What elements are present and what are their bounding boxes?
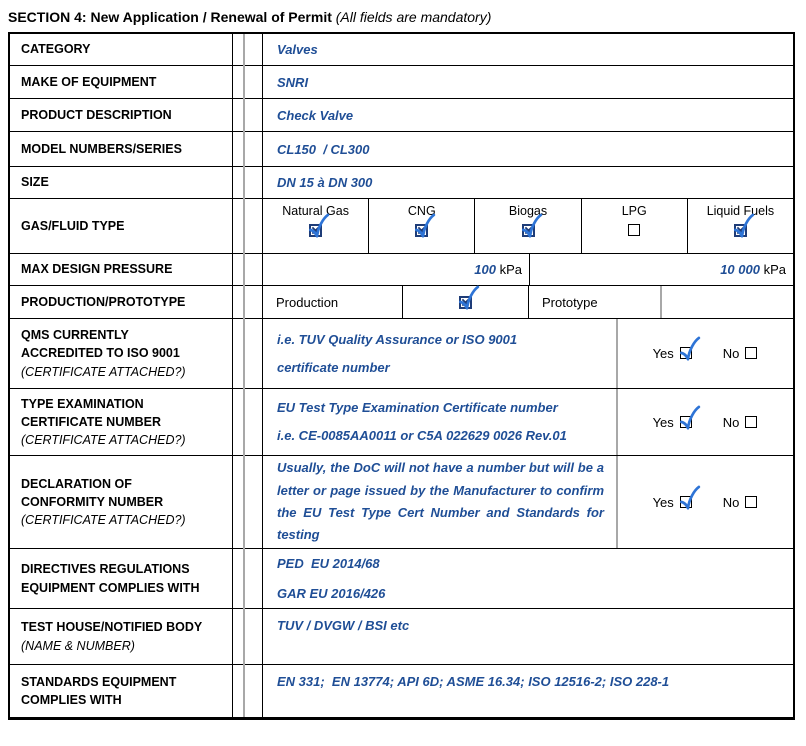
conformity-label-note: (CERTIFICATE ATTACHED?)	[21, 513, 186, 528]
qms-value-line1: i.e. TUV Quality Assurance or ISO 9001	[277, 331, 518, 347]
row-directives	[10, 549, 793, 609]
spacer-cell	[233, 389, 263, 455]
size-label-cell	[10, 167, 233, 198]
row-type-examination	[10, 389, 793, 456]
row-model	[10, 132, 793, 167]
type-exam-value-line2: i.e. CE-0085AA0011 or C5A 022629 0026 Rev.01	[277, 428, 567, 443]
row-size	[10, 167, 793, 199]
qms-value-line2: certificate number	[277, 359, 390, 375]
option-cng	[369, 199, 475, 253]
size-value: DN 15 à DN 300	[277, 175, 373, 190]
row-make	[10, 66, 793, 99]
prototype-option-label: Prototype	[529, 286, 662, 318]
spacer-cell	[233, 549, 263, 608]
make-label-cell	[10, 66, 233, 98]
type-exam-yes-checkbox[interactable]	[680, 416, 693, 429]
checkbox-lpg[interactable]	[628, 224, 641, 237]
min-pressure-cell[interactable]	[263, 254, 530, 285]
conformity-no-label: No	[722, 494, 740, 510]
row-product	[10, 99, 793, 132]
qms-no-label: No	[722, 346, 740, 361]
section-title-text: SECTION 4: New Application / Renewal of Permit	[8, 9, 336, 25]
standards-label-line2: COMPLIES WITH	[21, 693, 122, 707]
row-gas-fluid-type	[10, 199, 793, 254]
min-pressure-value: 100	[474, 262, 496, 277]
conformity-label-line2: CONFORMITY NUMBER	[21, 494, 164, 509]
spacer-cell	[233, 319, 263, 388]
qms-label-line1: QMS CURRENTLY	[21, 328, 129, 343]
checkbox-natural-gas[interactable]	[309, 224, 322, 237]
production-label-cell	[10, 286, 233, 318]
category-label-cell	[10, 34, 233, 65]
checkbox-cng[interactable]	[415, 224, 428, 237]
standards-label-cell	[10, 665, 233, 717]
directives-value-line2: GAR EU 2016/426	[277, 585, 386, 601]
section-title	[8, 9, 806, 25]
row-category	[10, 34, 793, 66]
type-exam-no-label: No	[722, 414, 740, 430]
production-row-label: PRODUCTION/PROTOTYPE	[21, 294, 186, 309]
model-label-cell	[10, 132, 233, 166]
qms-value-cell[interactable]	[263, 319, 618, 388]
category-label: CATEGORY	[21, 42, 91, 57]
qms-no-checkbox[interactable]	[745, 347, 758, 360]
size-value-cell[interactable]	[263, 167, 793, 198]
model-value: CL150 / CL300	[277, 141, 370, 157]
type-exam-label-line2: CERTIFICATE NUMBER	[21, 414, 162, 429]
spacer-cell	[233, 167, 263, 198]
test-house-value: TUV / DVGW / BSI etc	[277, 618, 410, 633]
conformity-yes-label: Yes	[652, 494, 674, 510]
row-standards	[10, 665, 793, 717]
conformity-no-checkbox[interactable]	[745, 496, 758, 509]
model-value-cell[interactable]	[263, 132, 793, 166]
pressure-label-cell	[10, 254, 233, 285]
standards-value-cell[interactable]	[263, 665, 793, 717]
qms-label-cell	[10, 319, 233, 388]
directives-label-line2: EQUIPMENT COMPLIES WITH	[21, 580, 200, 595]
pressure-label: MAX DESIGN PRESSURE	[21, 262, 173, 277]
min-pressure-unit: kPa	[495, 262, 522, 277]
gas-label: GAS/FLUID TYPE	[21, 218, 125, 233]
type-exam-value-cell[interactable]	[263, 389, 618, 455]
max-pressure-cell[interactable]	[530, 254, 793, 285]
qms-label-line2: ACCREDITED TO ISO 9001	[21, 346, 180, 361]
cng-label: CNG	[407, 204, 436, 218]
gas-label-cell	[10, 199, 233, 253]
standards-label-line1: STANDARDS EQUIPMENT	[21, 674, 177, 689]
product-label-cell	[10, 99, 233, 131]
row-conformity	[10, 456, 793, 549]
spacer-cell	[233, 609, 263, 664]
type-exam-value-line1: EU Test Type Examination Certificate number	[277, 400, 558, 416]
prototype-check-cell[interactable]	[662, 286, 793, 318]
spacer-cell	[233, 199, 263, 253]
liquid-fuels-label: Liquid Fuels	[706, 204, 775, 218]
qms-yes-checkbox[interactable]	[680, 347, 693, 360]
row-production-prototype	[10, 286, 793, 319]
product-value: Check Valve	[277, 107, 354, 123]
spacer-cell	[233, 456, 263, 548]
test-house-label-cell	[10, 609, 233, 664]
standards-value: EN 331; EN 13774; API 6D; ASME 16.34; ISO 12516-2; ISO 228-1	[277, 674, 670, 689]
make-label: MAKE OF EQUIPMENT	[21, 74, 157, 89]
directives-label-line1: DIRECTIVES REGULATIONS	[21, 562, 190, 577]
spacer-cell	[233, 34, 263, 65]
checkbox-biogas[interactable]	[522, 224, 535, 237]
test-house-label: TEST HOUSE/NOTIFIED BODY	[21, 620, 203, 635]
spacer-cell	[233, 99, 263, 131]
spacer-cell	[233, 254, 263, 285]
natural-gas-label: Natural Gas	[282, 204, 349, 218]
biogas-label: Biogas	[508, 204, 548, 218]
test-house-value-cell[interactable]	[263, 609, 793, 664]
type-exam-no-checkbox[interactable]	[745, 416, 758, 429]
application-table	[8, 32, 795, 720]
permit-form-page	[0, 9, 806, 746]
conformity-yes-checkbox[interactable]	[680, 496, 693, 509]
row-test-house	[10, 609, 793, 665]
type-exam-label-line1: TYPE EXAMINATION	[21, 396, 144, 411]
directives-value-line1: PED EU 2014/68	[277, 555, 380, 571]
make-value-cell[interactable]	[263, 66, 793, 98]
type-exam-label-note: (CERTIFICATE ATTACHED?)	[21, 433, 186, 448]
qms-yesno-cell	[618, 319, 793, 388]
make-value: SNRI	[277, 74, 309, 90]
spacer-cell	[233, 665, 263, 717]
directives-value-cell[interactable]	[263, 549, 793, 608]
production-option-label: Production	[263, 286, 403, 318]
section-title-note: (All fields are mandatory)	[335, 9, 492, 25]
product-label: PRODUCT DESCRIPTION	[21, 107, 172, 122]
test-house-label-note: (NAME & NUMBER)	[21, 638, 135, 653]
type-exam-label-cell	[10, 389, 233, 455]
option-liquid-fuels	[688, 199, 793, 253]
category-value-cell[interactable]	[263, 34, 793, 65]
directives-label-cell	[10, 549, 233, 608]
qms-yes-label: Yes	[652, 346, 674, 361]
product-value-cell[interactable]	[263, 99, 793, 131]
row-qms	[10, 319, 793, 389]
checkbox-production[interactable]	[459, 296, 472, 309]
conformity-label-line1: DECLARATION OF	[21, 476, 132, 491]
conformity-label-cell	[10, 456, 233, 548]
option-biogas	[475, 199, 581, 253]
max-pressure-unit: kPa	[759, 262, 786, 277]
option-natural-gas	[263, 199, 369, 253]
conformity-value-cell[interactable]	[263, 456, 618, 548]
row-max-pressure	[10, 254, 793, 286]
option-lpg	[582, 199, 688, 253]
conformity-yesno-cell	[618, 456, 793, 548]
lpg-label: LPG	[621, 204, 647, 218]
qms-label-note: (CERTIFICATE ATTACHED?)	[21, 364, 186, 379]
size-label: SIZE	[21, 175, 49, 190]
model-label: MODEL NUMBERS/SERIES	[21, 141, 182, 156]
category-value: Valves	[277, 42, 318, 57]
checkbox-liquid-fuels[interactable]	[734, 224, 747, 237]
spacer-cell	[233, 286, 263, 318]
spacer-cell	[233, 66, 263, 98]
type-exam-yes-label: Yes	[652, 414, 674, 430]
max-pressure-value: 10 000	[720, 262, 760, 277]
type-exam-yesno-cell	[618, 389, 793, 455]
spacer-cell	[233, 132, 263, 166]
conformity-value: Usually, the DoC will not have a number but will be a letter or page issued by the Manufacturer to confirm the EU Test Type Cert Number and Standards for testing	[277, 460, 608, 543]
